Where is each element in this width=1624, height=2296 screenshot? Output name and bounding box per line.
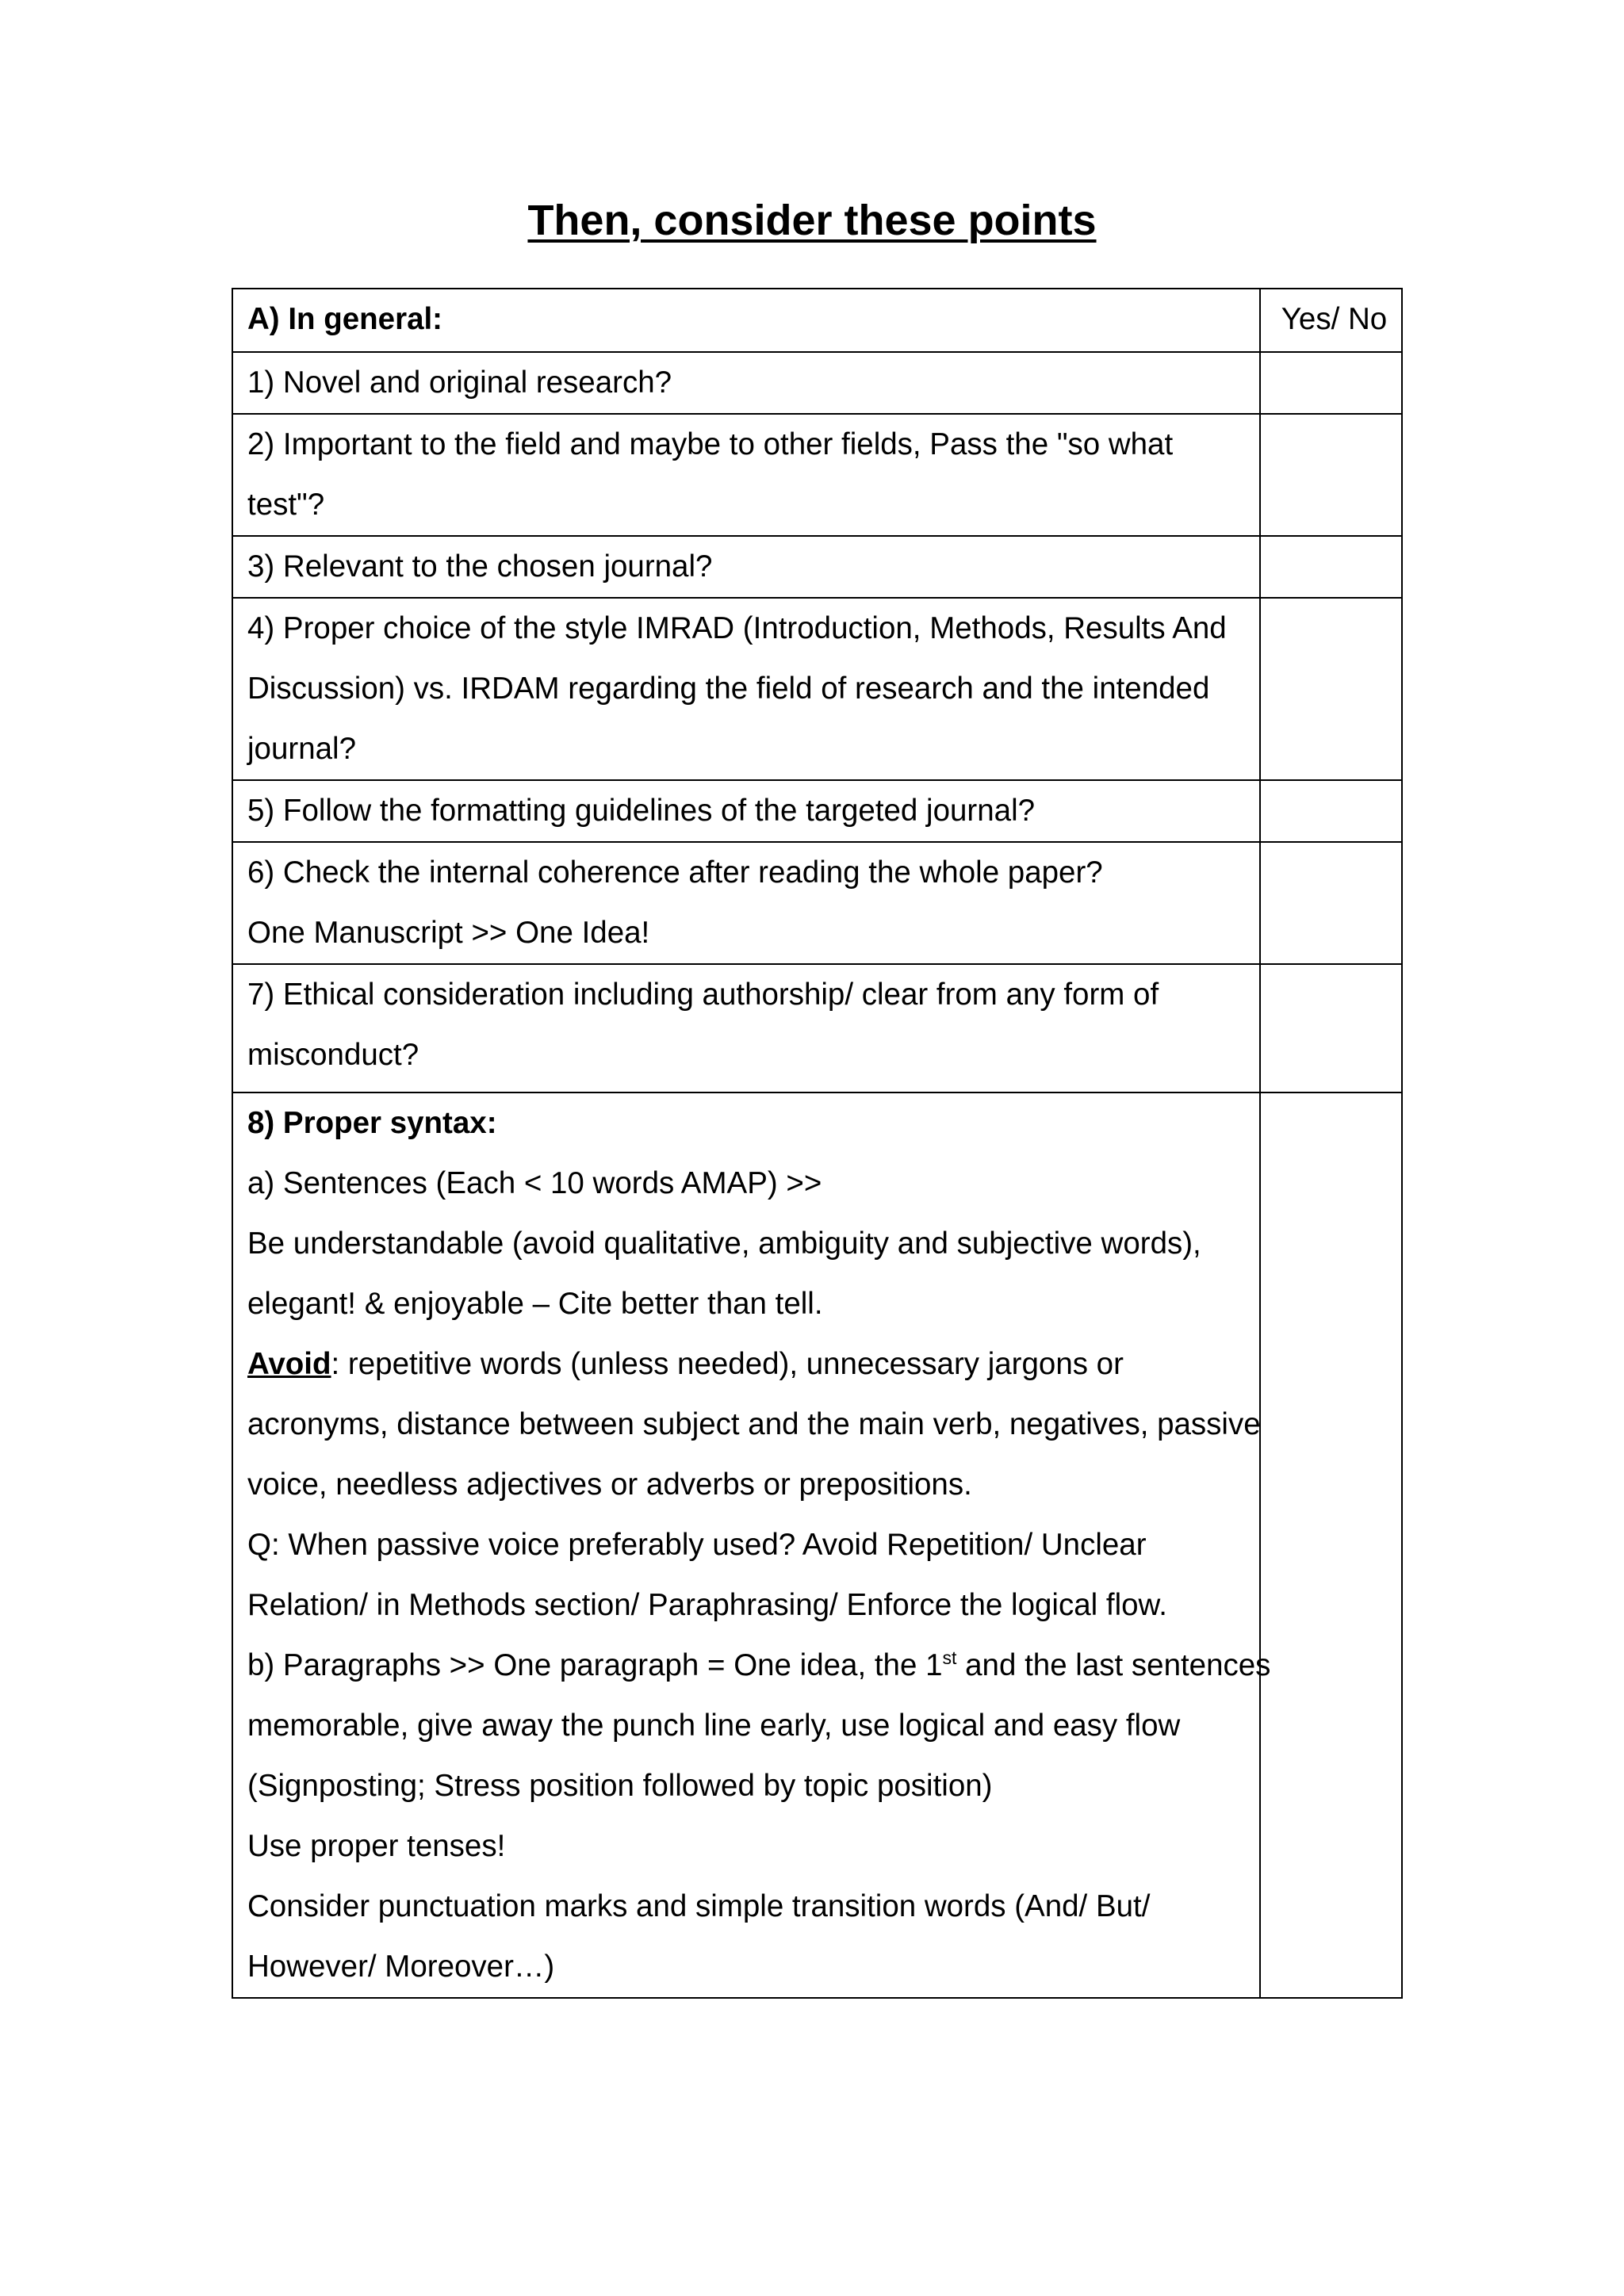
syntax-text: b) Paragraphs >> One paragraph = One idea, the 1: [247, 1648, 943, 1682]
question-text: 3) Relevant to the chosen journal?: [247, 549, 713, 584]
question-text: 4) Proper choice of the style IMRAD (Introduction, Methods, Results And: [247, 611, 1227, 645]
table-row: [232, 842, 1402, 964]
syntax-text: Be understandable (avoid qualitative, ambiguity and subjective words),: [247, 1226, 1201, 1261]
syntax-heading: 8) Proper syntax:: [247, 1106, 497, 1140]
syntax-text: elegant! & enjoyable – Cite better than tell.: [247, 1287, 823, 1321]
question-text: 7) Ethical consideration including authorship/ clear from any form of: [247, 978, 1159, 1012]
syntax-text: Relation/ in Methods section/ Paraphrasing/ Enforce the logical flow.: [247, 1588, 1167, 1622]
question-text: journal?: [247, 732, 356, 766]
syntax-text: However/ Moreover…): [247, 1950, 555, 1984]
question-cell: [232, 964, 1260, 1093]
syntax-cell: [232, 1093, 1271, 1998]
answer-cell[interactable]: [1260, 964, 1402, 1093]
checklist-table: [232, 288, 1403, 1999]
answer-cell[interactable]: [1260, 352, 1402, 414]
question-text: test"?: [247, 488, 325, 522]
syntax-text: Q: When passive voice preferably used? Avoid Repetition/ Unclear: [247, 1528, 1147, 1562]
table-row: [232, 536, 1402, 598]
syntax-text: (Signposting; Stress position followed by topic position): [247, 1769, 993, 1803]
question-text: 6) Check the internal coherence after reading the whole paper?: [247, 855, 1103, 890]
answer-cell[interactable]: [1260, 414, 1402, 536]
question-text: 1) Novel and original research?: [247, 365, 672, 400]
question-text: One Manuscript >> One Idea!: [247, 916, 650, 950]
table-row: [232, 598, 1402, 780]
question-cell: [232, 780, 1260, 842]
table-row: [232, 780, 1402, 842]
question-text: 5) Follow the formatting guidelines of the targeted journal?: [247, 794, 1036, 828]
section-label-cell: [232, 289, 1260, 352]
syntax-text: Consider punctuation marks and simple transition words (And/ But/: [247, 1889, 1151, 1923]
question-cell: [232, 414, 1260, 536]
question-text: misconduct?: [247, 1038, 419, 1072]
avoid-label: Avoid: [247, 1347, 331, 1381]
table-row: [232, 964, 1402, 1093]
answer-cell[interactable]: [1260, 598, 1402, 780]
table-row: [232, 1093, 1402, 1998]
syntax-text: voice, needless adjectives or adverbs or prepositions.: [247, 1468, 972, 1502]
syntax-text: Use proper tenses!: [247, 1829, 506, 1863]
question-text: Discussion) vs. IRDAM regarding the field of research and the intended: [247, 672, 1210, 706]
answer-header: Yes/ No: [1281, 302, 1388, 336]
avoid-line: [247, 1334, 1251, 1395]
syntax-text: and the last sentences: [956, 1648, 1271, 1682]
syntax-text: memorable, give away the punch line early, use logical and easy flow: [247, 1709, 1181, 1743]
answer-cell[interactable]: [1260, 1093, 1402, 1998]
syntax-text: acronyms, distance between subject and the main verb, negatives, passive: [247, 1407, 1261, 1441]
question-cell: [232, 842, 1260, 964]
answer-cell[interactable]: [1260, 842, 1402, 964]
answer-header-cell: [1260, 289, 1402, 352]
question-cell: [232, 536, 1260, 598]
page-title: Then, consider these points: [527, 197, 1097, 244]
answer-cell[interactable]: [1260, 780, 1402, 842]
paragraph-line: [247, 1636, 1271, 1696]
table-row: [232, 414, 1402, 536]
syntax-text: : repetitive words (unless needed), unnecessary jargons or: [331, 1347, 1124, 1381]
table-header-row: [232, 289, 1402, 352]
syntax-text: a) Sentences (Each < 10 words AMAP) >>: [247, 1166, 822, 1200]
section-label: A) In general:: [247, 302, 443, 336]
question-cell: [232, 352, 1260, 414]
answer-cell[interactable]: [1260, 536, 1402, 598]
table-row: [232, 352, 1402, 414]
question-cell: [232, 598, 1260, 780]
question-text: 2) Important to the field and maybe to other fields, Pass the "so what: [247, 427, 1174, 461]
superscript: st: [942, 1647, 957, 1669]
